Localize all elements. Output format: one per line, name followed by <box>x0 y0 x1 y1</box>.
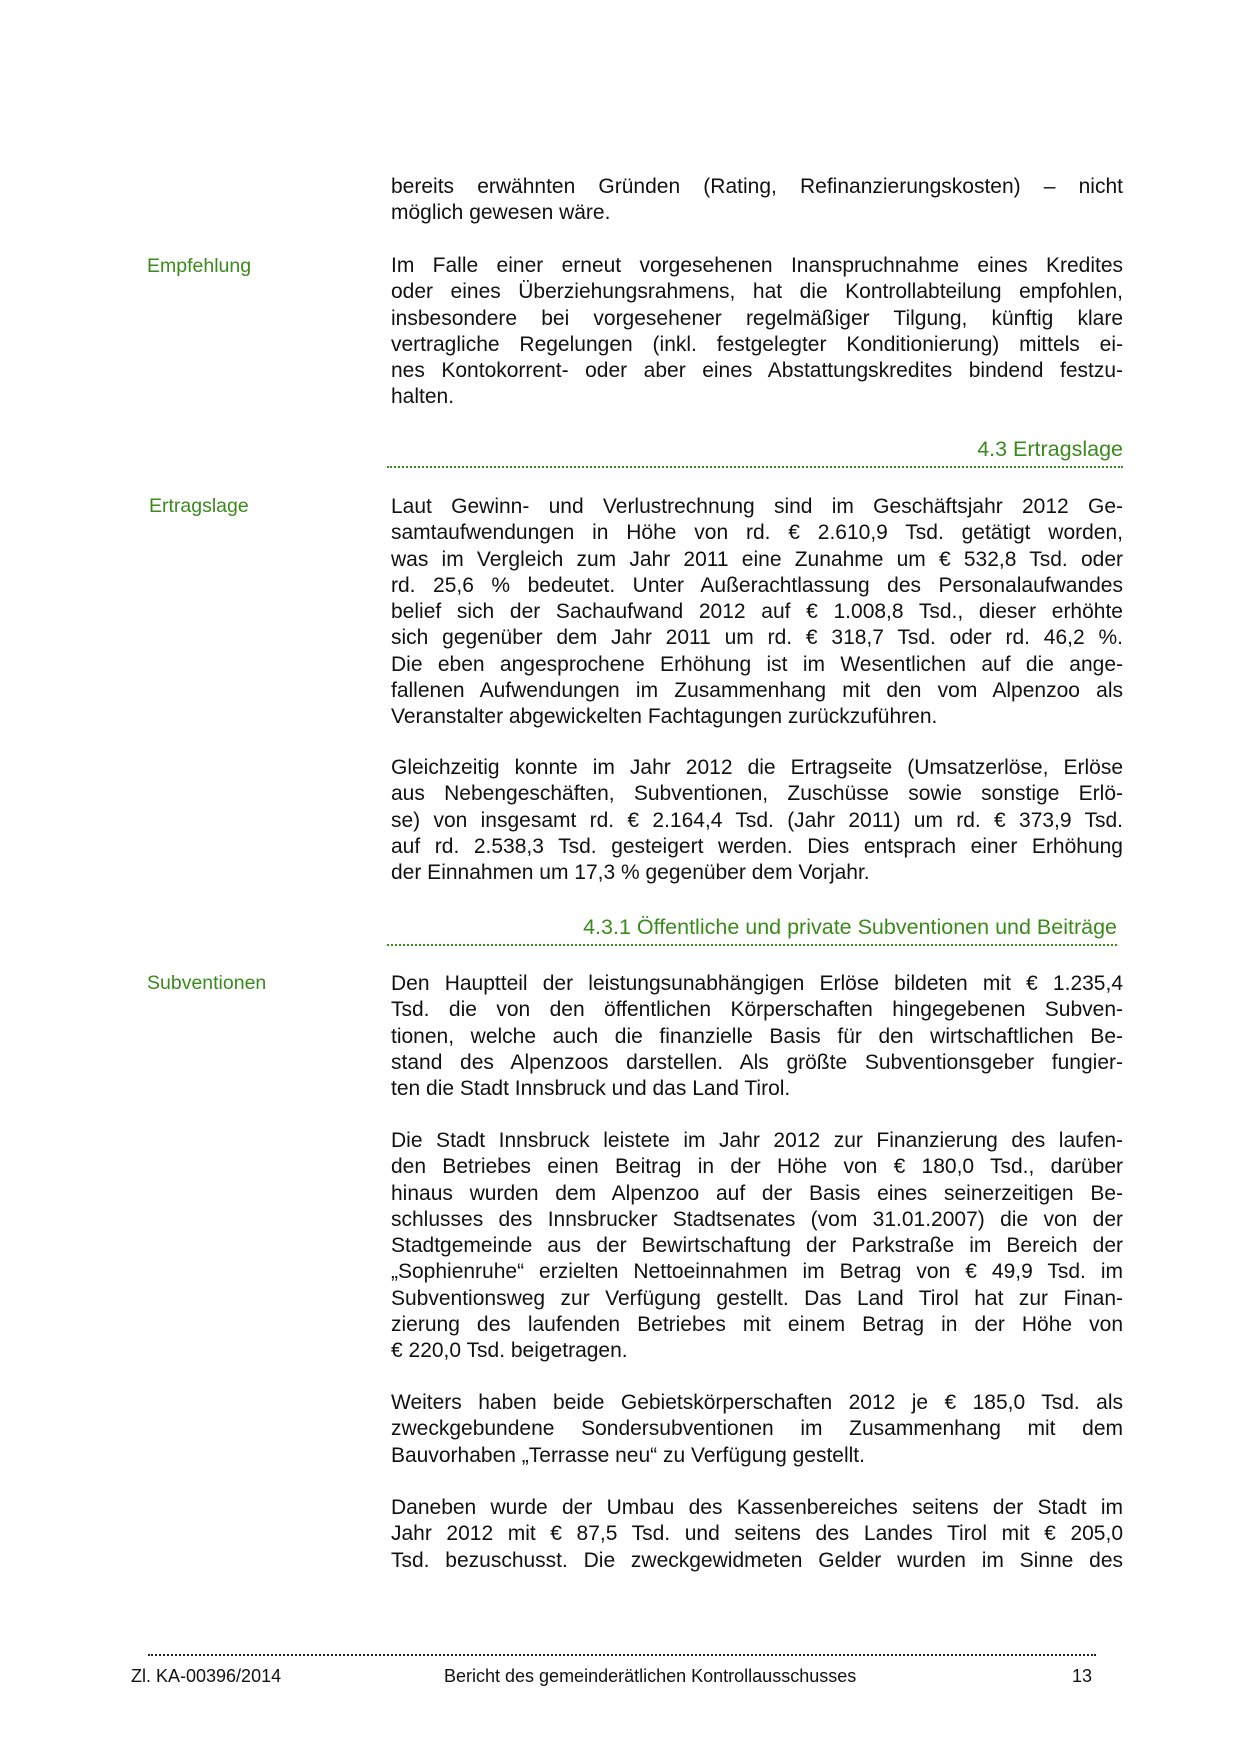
paragraph-3 <box>391 494 1123 731</box>
paragraph-line: zierung des laufenden Betriebes mit einem Betrag in der Höhe von <box>391 1313 1123 1337</box>
paragraph-line: „Sophienruhe“ erzielten Nettoeinnahmen im Betrag von € 49,9 Tsd. im <box>391 1260 1123 1284</box>
paragraph-line: den Betriebes einen Beitrag in der Höhe von € 180,0 Tsd., darüber <box>391 1155 1123 1179</box>
paragraph-line: Laut Gewinn- und Verlustrechnung sind im Geschäftsjahr 2012 Ge- <box>391 495 1123 518</box>
section-divider <box>387 944 1117 946</box>
page-number: 13 <box>1072 1666 1093 1686</box>
paragraph-6 <box>391 1128 1123 1365</box>
paragraph-line: halten. <box>391 385 455 409</box>
paragraph-line: nes Kontokorrent- oder aber eines Abstattungskredites bindend festzu- <box>391 359 1123 383</box>
paragraph-line: Im Falle einer erneut vorgesehenen Inanspruchnahme eines Kredites <box>391 254 1123 277</box>
paragraph-line: bereits erwähnten Gründen (Rating, Refinanzierungskosten) – nicht <box>391 175 1123 198</box>
paragraph-line: Daneben wurde der Umbau des Kassenbereiches seitens der Stadt im <box>391 1496 1123 1519</box>
paragraph-line: insbesondere bei vorgesehener regelmäßiger Tilgung, künftig klare <box>391 306 1123 330</box>
paragraph-line: tionen, welche auch die finanzielle Basis für den wirtschaftlichen Be- <box>391 1024 1123 1048</box>
paragraph-line: belief sich der Sachaufwand 2012 auf € 1.008,8 Tsd., dieser erhöhte <box>391 600 1123 624</box>
paragraph-line: Die eben angesprochene Erhöhung ist im Wesentlichen auf die ange- <box>391 652 1123 676</box>
paragraph-line: aus Nebengeschäften, Subventionen, Zuschüsse sowie sonstige Erlö- <box>391 782 1123 806</box>
section-heading-4-3: 4.3 Ertragslage <box>977 437 1123 461</box>
paragraph-line: auf rd. 2.538,3 Tsd. gesteigert werden. Dies entsprach einer Erhöhung <box>391 834 1123 858</box>
paragraph-line: zweckgebundene Sondersubventionen im Zusammenhang mit dem <box>391 1417 1123 1441</box>
paragraph-line: schlusses des Innsbrucker Stadtsenates (vom 31.01.2007) die von der <box>391 1207 1123 1231</box>
paragraph-4 <box>391 755 1123 886</box>
paragraph-line: der Einnahmen um 17,3 % gegenüber dem Vorjahr. <box>391 861 870 885</box>
paragraph-line: Tsd. die von den öffentlichen Körperschaften hingegebenen Subven- <box>391 998 1123 1022</box>
paragraph-line: Gleichzeitig konnte im Jahr 2012 die Ertragseite (Umsatzerlöse, Erlöse <box>391 756 1123 779</box>
paragraph-line: Die Stadt Innsbruck leistete im Jahr 2012 zur Finanzierung des laufen- <box>391 1129 1123 1152</box>
footer-reference: Zl. KA-00396/2014 <box>131 1666 282 1686</box>
paragraph-7 <box>391 1390 1123 1469</box>
paragraph-line: stand des Alpenzoos darstellen. Als größte Subventionsgeber fungier- <box>391 1050 1123 1074</box>
paragraph-2 <box>391 253 1123 411</box>
margin-note-subventionen: Subventionen <box>147 972 267 994</box>
margin-note-ertragslage: Ertragslage <box>149 495 249 517</box>
paragraph-5 <box>391 971 1123 1102</box>
paragraph-line: Subventionsweg zur Verfügung gestellt. Das Land Tirol hat zur Finan- <box>391 1286 1123 1310</box>
paragraph-line: Veranstalter abgewickelten Fachtagungen zurückzuführen. <box>391 705 938 729</box>
paragraph-line: fallenen Aufwendungen im Zusammenhang mit den vom Alpenzoo als <box>391 679 1123 703</box>
paragraph-line: Tsd. bezuschusst. Die zweckgewidmeten Gelder wurden im Sinne des <box>391 1548 1123 1572</box>
paragraph-line: hinaus wurden dem Alpenzoo auf der Basis eines seinerzeitigen Be- <box>391 1181 1123 1205</box>
paragraph-line: Stadtgemeinde aus der Bewirtschaftung der Parkstraße im Bereich der <box>391 1234 1123 1258</box>
footer-title: Bericht des gemeinderätlichen Kontrollausschusses <box>444 1666 857 1686</box>
paragraph-line: rd. 25,6 % bedeutet. Unter Außerachtlassung des Personalaufwandes <box>391 573 1123 597</box>
paragraph-8 <box>391 1495 1123 1574</box>
paragraph-line: oder eines Überziehungsrahmens, hat die Kontrollabteilung empfohlen, <box>391 280 1123 304</box>
paragraph-line: was im Vergleich zum Jahr 2011 eine Zunahme um € 532,8 Tsd. oder <box>391 547 1123 571</box>
paragraph-line: Bauvorhaben „Terrasse neu“ zu Verfügung gestellt. <box>391 1443 865 1467</box>
paragraph-line: möglich gewesen wäre. <box>391 201 611 225</box>
footer-divider <box>148 1654 1096 1656</box>
paragraph-line: se) von insgesamt rd. € 2.164,4 Tsd. (Jahr 2011) um rd. € 373,9 Tsd. <box>391 808 1123 832</box>
paragraph-line: Weiters haben beide Gebietskörperschaften 2012 je € 185,0 Tsd. als <box>391 1391 1123 1414</box>
paragraph-1 <box>391 174 1123 227</box>
paragraph-line: Jahr 2012 mit € 87,5 Tsd. und seitens des Landes Tirol mit € 205,0 <box>391 1522 1123 1546</box>
paragraph-line: sich gegenüber dem Jahr 2011 um rd. € 318,7 Tsd. oder rd. 46,2 %. <box>391 626 1123 650</box>
paragraph-line: samtaufwendungen in Höhe von rd. € 2.610,9 Tsd. getätigt worden, <box>391 521 1123 545</box>
section-divider <box>387 466 1123 468</box>
paragraph-line: vertragliche Regelungen (inkl. festgelegter Konditionierung) mittels ei- <box>391 332 1123 356</box>
margin-note-empfehlung: Empfehlung <box>147 255 252 277</box>
paragraph-line: € 220,0 Tsd. beigetragen. <box>391 1339 628 1363</box>
section-heading-4-3-1: 4.3.1 Öffentliche und private Subventionen und Beiträge <box>583 915 1117 939</box>
paragraph-line: Den Hauptteil der leistungsunabhängigen Erlöse bildeten mit € 1.235,4 <box>391 972 1123 995</box>
paragraph-line: ten die Stadt Innsbruck und das Land Tirol. <box>391 1077 791 1101</box>
